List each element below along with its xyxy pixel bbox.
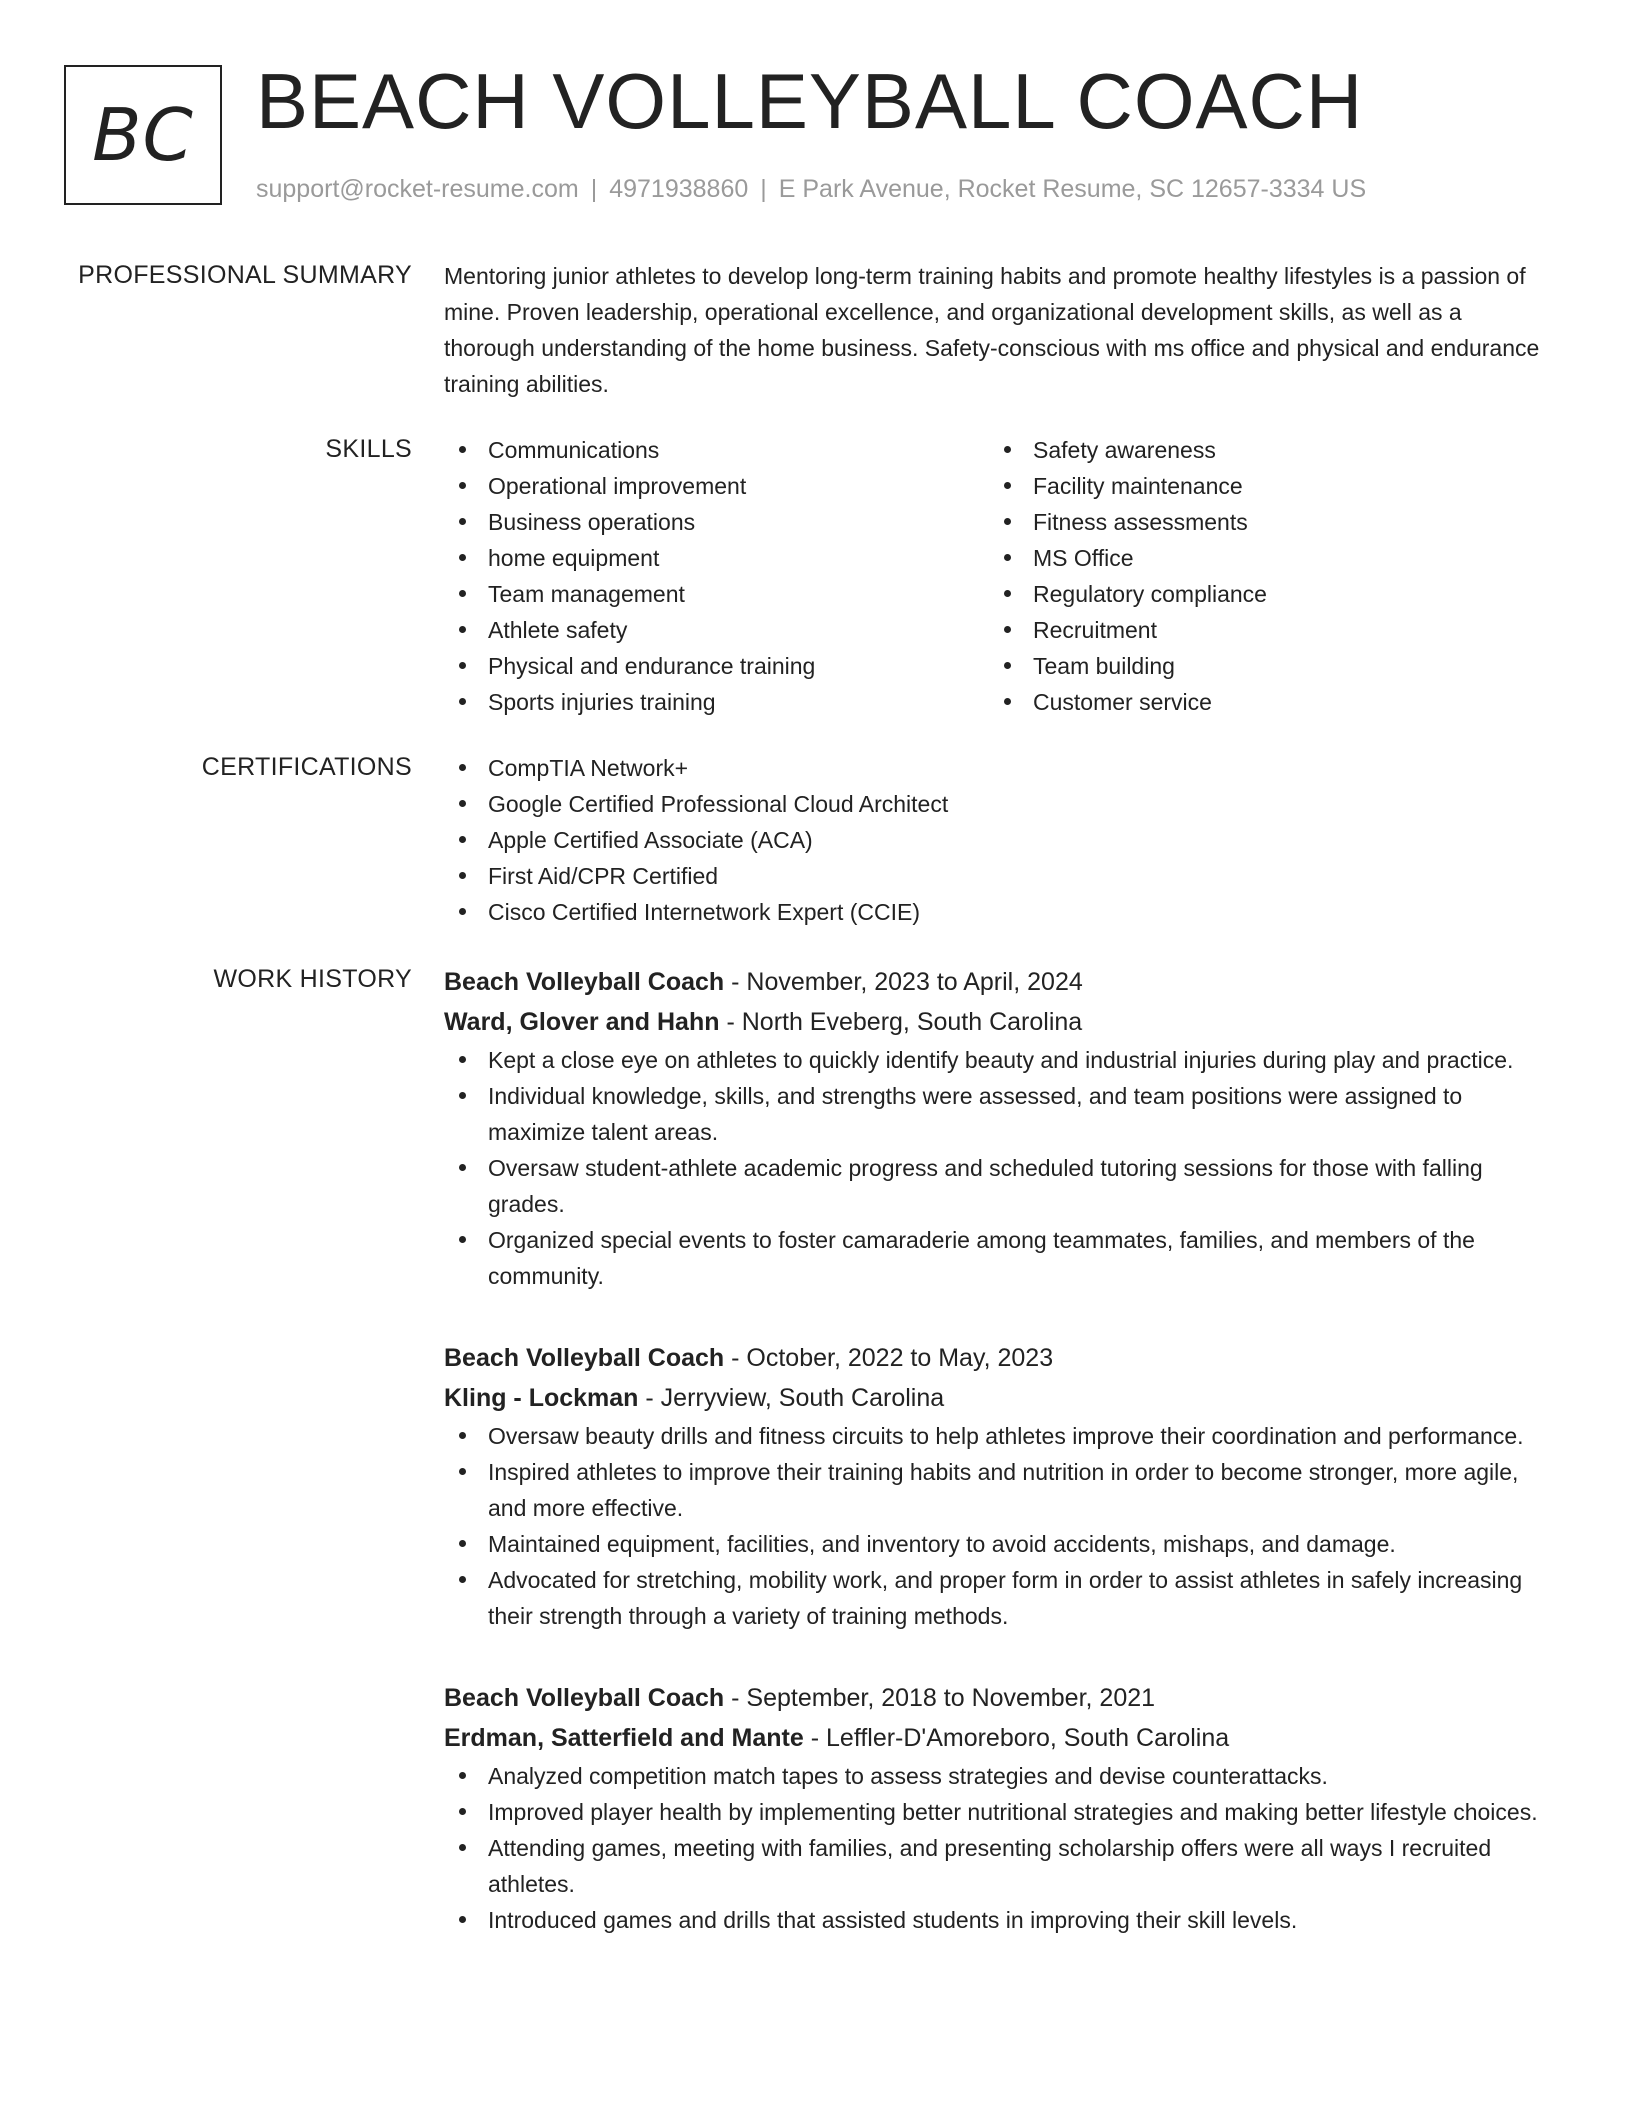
job-duty-item: Analyzed competition match tapes to assess strategies and devise counterattacks. [444, 1758, 1554, 1794]
monogram-box [64, 65, 222, 205]
job-duty-item: Individual knowledge, skills, and strengths were assessed, and team positions were assigned to maximize talent areas. [444, 1078, 1554, 1150]
summary-text: Mentoring junior athletes to develop long-term training habits and promote healthy lifestyles is a passion of mine. Proven leadership, operational excellence, and organizational development skills, as well as a thorough understanding of the home business. Safety-conscious with ms office and physical and endurance training abilities. [444, 263, 1540, 397]
contact-line [256, 172, 1366, 206]
certification-item: Cisco Certified Internetwork Expert (CCIE) [444, 894, 1554, 930]
skill-item: Communications [444, 432, 989, 468]
contact-phone: 4971938860 [609, 175, 749, 203]
monogram-initials: BC [92, 93, 194, 177]
skill-item: Recruitment [989, 612, 1534, 648]
summary-body [444, 258, 1554, 402]
job-location: - Leffler-D'Amoreboro, South Carolina [803, 1724, 1230, 1752]
contact-address: E Park Avenue, Rocket Resume, SC 12657-3334 US [778, 175, 1367, 203]
job-title: Beach Volleyball Coach [444, 968, 725, 996]
job-company-line [444, 1718, 1554, 1758]
job-duty-item: Maintained equipment, facilities, and inventory to avoid accidents, mishaps, and damage. [444, 1526, 1554, 1562]
job-company-line [444, 1378, 1554, 1418]
job-duties-list [444, 1042, 1554, 1294]
job-location: - Jerryview, South Carolina [638, 1384, 945, 1412]
certification-item: First Aid/CPR Certified [444, 858, 1554, 894]
job-duty-item: Oversaw beauty drills and fitness circuits to help athletes improve their coordination and performance. [444, 1418, 1554, 1454]
skills-heading: SKILLS [325, 435, 412, 463]
job-title-line [444, 1678, 1554, 1718]
skill-item: Team management [444, 576, 989, 612]
work-history-body [444, 962, 1554, 1938]
skills-body [444, 432, 1554, 720]
job-duty-item: Oversaw student-athlete academic progress and scheduled tutoring sessions for those with falling grades. [444, 1150, 1554, 1222]
skill-item: Safety awareness [989, 432, 1534, 468]
certification-item: CompTIA Network+ [444, 750, 1554, 786]
job-duties-list [444, 1418, 1554, 1634]
certifications-list [444, 750, 1554, 930]
contact-email: support@rocket-resume.com [256, 175, 579, 203]
skill-item: Sports injuries training [444, 684, 989, 720]
skill-item: Facility maintenance [989, 468, 1534, 504]
contact-separator: | [760, 175, 767, 203]
job-duty-item: Inspired athletes to improve their training habits and nutrition in order to become stronger, more agile, and more effective. [444, 1454, 1554, 1526]
summary-heading: PROFESSIONAL SUMMARY [78, 261, 412, 289]
job-duty-item: Attending games, meeting with families, and presenting scholarship offers were all ways I recruited athletes. [444, 1830, 1554, 1902]
job-duty-item: Organized special events to foster camaraderie among teammates, families, and members of the community. [444, 1222, 1554, 1294]
resume-title: BEACH VOLLEYBALL COACH [256, 57, 1364, 145]
skill-item: Athlete safety [444, 612, 989, 648]
job-company: Erdman, Satterfield and Mante [444, 1724, 804, 1752]
skills-list-left [444, 432, 989, 720]
job-company: Ward, Glover and Hahn [444, 1008, 720, 1036]
job-company: Kling - Lockman [444, 1384, 639, 1412]
job-entry [444, 962, 1554, 1294]
certifications-body [444, 750, 1554, 930]
skill-item: Operational improvement [444, 468, 989, 504]
job-dates: - October, 2022 to May, 2023 [724, 1344, 1054, 1372]
certification-item: Apple Certified Associate (ACA) [444, 822, 1554, 858]
job-duty-item: Improved player health by implementing better nutritional strategies and making better lifestyle choices. [444, 1794, 1554, 1830]
work-history-heading: WORK HISTORY [213, 965, 412, 993]
skills-list-right [989, 432, 1534, 720]
skill-item: Regulatory compliance [989, 576, 1534, 612]
job-title: Beach Volleyball Coach [444, 1684, 725, 1712]
job-title-line [444, 1338, 1554, 1378]
certifications-heading: CERTIFICATIONS [201, 753, 412, 781]
job-company-line [444, 1002, 1554, 1042]
contact-separator: | [590, 175, 598, 203]
skill-item: Business operations [444, 504, 989, 540]
skill-item: Customer service [989, 684, 1534, 720]
job-duty-item: Introduced games and drills that assisted students in improving their skill levels. [444, 1902, 1554, 1938]
certification-item: Google Certified Professional Cloud Architect [444, 786, 1554, 822]
job-entry [444, 1338, 1554, 1634]
job-title: Beach Volleyball Coach [444, 1344, 725, 1372]
skill-item: MS Office [989, 540, 1534, 576]
job-duties-list [444, 1758, 1554, 1938]
job-duty-item: Advocated for stretching, mobility work, and proper form in order to assist athletes in safely increasing their strength through a variety of training methods. [444, 1562, 1554, 1634]
skill-item: Physical and endurance training [444, 648, 989, 684]
skill-item: Fitness assessments [989, 504, 1534, 540]
job-dates: - November, 2023 to April, 2024 [724, 968, 1083, 996]
job-title-line [444, 962, 1554, 1002]
job-location: - North Eveberg, South Carolina [719, 1008, 1083, 1036]
skill-item: Team building [989, 648, 1534, 684]
job-dates: - September, 2018 to November, 2021 [724, 1684, 1156, 1712]
skill-item: home equipment [444, 540, 989, 576]
job-duty-item: Kept a close eye on athletes to quickly identify beauty and industrial injuries during play and practice. [444, 1042, 1554, 1078]
job-entry [444, 1678, 1554, 1938]
